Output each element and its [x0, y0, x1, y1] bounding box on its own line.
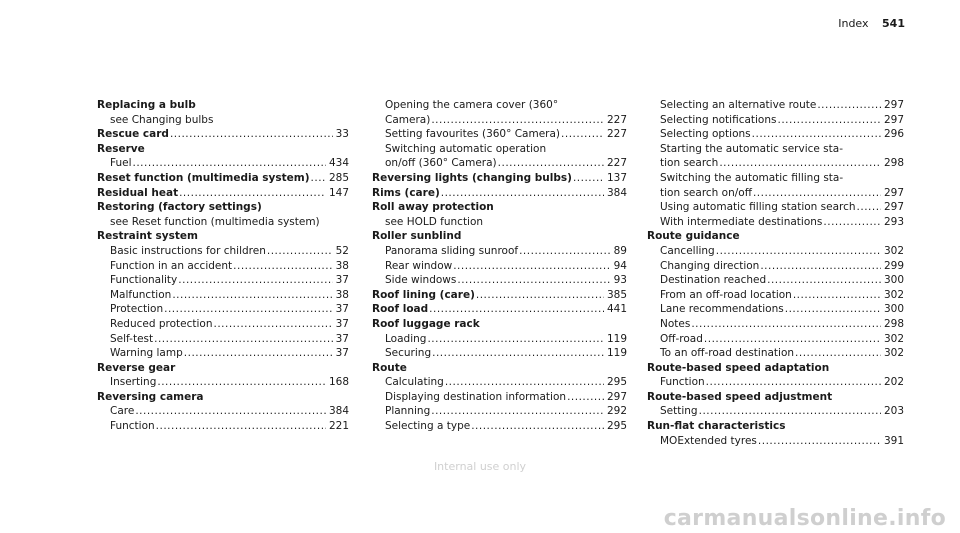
index-entry: [372, 215, 627, 230]
index-heading: [97, 200, 349, 215]
index-entry-text: Restoring (factory settings): [97, 201, 262, 214]
index-entry-text: Protection: [110, 303, 164, 316]
index-entry-text: Cancelling: [660, 244, 715, 257]
index-entry[interactable]: [97, 273, 349, 288]
site-watermark: carmanualsonline.info: [663, 506, 946, 531]
index-entry[interactable]: [647, 98, 904, 113]
dot-leader: [567, 390, 604, 405]
index-entry-text: Switching the automatic filling sta-: [660, 171, 844, 184]
dot-leader: [179, 186, 326, 201]
dot-leader: [817, 98, 881, 113]
index-entry-text: Reverse gear: [97, 361, 176, 374]
index-page-number[interactable]: 295: [606, 420, 627, 433]
index-heading: [372, 200, 627, 215]
index-page-number[interactable]: 296: [883, 128, 904, 141]
dot-leader: [432, 346, 604, 361]
index-page-number[interactable]: 293: [883, 215, 904, 228]
index-entry[interactable]: [647, 215, 904, 230]
index-entry[interactable]: [372, 419, 627, 434]
index-page-number[interactable]: 391: [883, 434, 904, 447]
index-page-number[interactable]: 300: [883, 303, 904, 316]
dot-leader: [311, 171, 326, 186]
index-entry[interactable]: [97, 346, 349, 361]
index-page-number[interactable]: 137: [606, 171, 627, 184]
index-heading[interactable]: [372, 288, 627, 303]
index-entry-text: Lane recommendations: [660, 303, 784, 316]
index-heading[interactable]: [372, 186, 627, 201]
index-page-number[interactable]: 38: [335, 259, 349, 272]
page-header-title: Index: [838, 17, 869, 30]
index-page-number[interactable]: 297: [883, 113, 904, 126]
index-entry-text: Rear window: [385, 259, 453, 272]
dot-leader: [752, 127, 881, 142]
index-page-number[interactable]: 302: [883, 244, 904, 257]
index-page-number[interactable]: 300: [883, 274, 904, 287]
index-entry-text: Residual heat: [97, 186, 179, 199]
index-heading: [97, 390, 349, 405]
index-entry[interactable]: [97, 332, 349, 347]
index-entry-text: Function: [660, 376, 705, 389]
dot-leader: [471, 419, 604, 434]
dot-leader: [706, 375, 881, 390]
index-entry[interactable]: [647, 127, 904, 142]
dot-leader: [476, 288, 604, 303]
dot-leader: [785, 302, 881, 317]
index-entry-text: Inserting: [110, 376, 157, 389]
index-heading[interactable]: [97, 186, 349, 201]
page-number: 541: [882, 17, 905, 30]
index-entry[interactable]: [372, 332, 627, 347]
index-page-number[interactable]: 33: [335, 128, 349, 141]
index-entry-text: Route-based speed adaptation: [647, 361, 830, 374]
index-entry[interactable]: [647, 375, 904, 390]
dot-leader: [758, 434, 881, 449]
index-page-number[interactable]: 441: [606, 303, 627, 316]
index-entry-text: Destination reached: [660, 274, 767, 287]
dot-leader: [431, 113, 604, 128]
index-page-number[interactable]: 203: [883, 405, 904, 418]
dot-leader: [156, 419, 326, 434]
dot-leader: [561, 127, 604, 142]
dot-leader: [164, 302, 333, 317]
index-entry[interactable]: [647, 317, 904, 332]
index-entry-text: tion search on/off: [660, 186, 752, 199]
index-page-number[interactable]: 297: [606, 390, 627, 403]
index-page-number[interactable]: 227: [606, 128, 627, 141]
dot-leader: [267, 244, 333, 259]
dot-leader: [793, 288, 881, 303]
dot-leader: [777, 113, 880, 128]
index-entry[interactable]: [372, 375, 627, 390]
index-heading: [372, 229, 627, 244]
index-page-number[interactable]: 37: [335, 332, 349, 345]
dot-leader: [498, 156, 604, 171]
dot-leader: [573, 171, 604, 186]
index-page-number[interactable]: 298: [883, 317, 904, 330]
index-page-number[interactable]: 37: [335, 274, 349, 287]
index-entry-text: To an off-road destination: [660, 347, 795, 360]
index-entry[interactable]: [647, 404, 904, 419]
index-heading: [372, 317, 627, 332]
index-heading: [97, 361, 349, 376]
dot-leader: [453, 259, 610, 274]
index-page-number[interactable]: 93: [613, 274, 627, 287]
index-heading[interactable]: [97, 171, 349, 186]
index-entry-text: With intermediate destinations: [660, 215, 823, 228]
index-entry-text: Camera): [385, 113, 431, 126]
index-page-number[interactable]: 227: [606, 157, 627, 170]
index-entry[interactable]: [647, 186, 904, 201]
index-entry-text: Selecting an alternative route: [660, 99, 817, 111]
index-entry-text: Warning lamp: [110, 347, 183, 360]
index-entry-text: Replacing a bulb: [97, 99, 196, 111]
index-entry-text: see HOLD function: [385, 215, 484, 228]
index-entry-text: Route-based speed adjustment: [647, 390, 833, 403]
index-entry-text: Selecting notifications: [660, 113, 777, 126]
index-entry-text: Care: [110, 405, 135, 418]
index-entry-text: Panorama sliding sunroof: [385, 244, 519, 257]
index-entry[interactable]: [647, 302, 904, 317]
page-header: [838, 17, 905, 30]
dot-leader: [429, 302, 604, 317]
index-entry[interactable]: [97, 259, 349, 274]
index-heading[interactable]: [97, 127, 349, 142]
index-heading: [647, 229, 904, 244]
index-entry-text: Restraint system: [97, 230, 198, 243]
index-column-2: [372, 98, 627, 434]
index-entry-text: MOExtended tyres: [660, 434, 757, 447]
dot-leader: [457, 273, 610, 288]
index-heading: [647, 390, 904, 405]
dot-leader: [760, 259, 881, 274]
index-entry[interactable]: [372, 244, 627, 259]
index-entry-text: Function: [110, 420, 155, 433]
dot-leader: [519, 244, 611, 259]
index-entry[interactable]: [372, 404, 627, 419]
index-page-number[interactable]: 302: [883, 347, 904, 360]
dot-leader: [767, 273, 881, 288]
index-page-number[interactable]: 221: [328, 420, 349, 433]
index-entry[interactable]: [97, 317, 349, 332]
index-entry[interactable]: [647, 244, 904, 259]
dot-leader: [184, 346, 333, 361]
index-entry[interactable]: [647, 346, 904, 361]
index-entry-text: Loading: [385, 332, 427, 345]
index-page-number[interactable]: 297: [883, 186, 904, 199]
index-page-number[interactable]: 119: [606, 332, 627, 345]
index-page-number[interactable]: 297: [883, 201, 904, 214]
index-page-number[interactable]: 295: [606, 376, 627, 389]
index-entry-text: Calculating: [385, 376, 444, 389]
index-heading: [372, 361, 627, 376]
index-page-number[interactable]: 94: [613, 259, 627, 272]
index-entry: [372, 98, 627, 113]
index-entry-text: Rescue card: [97, 128, 169, 141]
index-entry-text: Notes: [660, 317, 691, 330]
index-entry[interactable]: [97, 156, 349, 171]
index-column-1: [97, 98, 349, 434]
dot-leader: [213, 317, 332, 332]
index-entry-text: From an off-road location: [660, 288, 792, 301]
index-entry-text: Reversing lights (changing bulbs): [372, 171, 572, 184]
index-entry-text: Roll away protection: [372, 201, 494, 214]
index-entry: [97, 113, 349, 128]
dot-leader: [753, 186, 881, 201]
index-entry[interactable]: [97, 288, 349, 303]
index-entry-text: Switching automatic operation: [385, 142, 547, 155]
index-heading[interactable]: [372, 302, 627, 317]
index-entry-text: Roller sunblind: [372, 230, 462, 243]
index-entry[interactable]: [647, 288, 904, 303]
index-heading: [97, 229, 349, 244]
dot-leader: [233, 259, 332, 274]
index-entry-text: Reversing camera: [97, 390, 204, 403]
index-page-number[interactable]: 37: [335, 317, 349, 330]
index-entry-text: Reserve: [97, 142, 145, 155]
index-entry-text: Roof load: [372, 303, 429, 316]
dot-leader: [172, 288, 332, 303]
index-entry[interactable]: [647, 332, 904, 347]
dot-leader: [704, 332, 881, 347]
index-entry[interactable]: [372, 156, 627, 171]
index-entry[interactable]: [372, 273, 627, 288]
index-heading: [97, 98, 349, 113]
dot-leader: [135, 404, 326, 419]
index-entry: [647, 171, 904, 186]
dot-leader: [716, 244, 881, 259]
index-entry-text: Roof luggage rack: [372, 317, 480, 330]
dot-leader: [445, 375, 604, 390]
index-page-number[interactable]: 299: [883, 259, 904, 272]
index-page-number[interactable]: 37: [335, 303, 349, 316]
index-entry[interactable]: [372, 113, 627, 128]
index-entry-text: Reduced protection: [110, 317, 213, 330]
index-entry-text: Rims (care): [372, 186, 440, 199]
index-entry[interactable]: [647, 259, 904, 274]
index-entry[interactable]: [97, 419, 349, 434]
index-page-number[interactable]: 37: [335, 347, 349, 360]
index-entry: [647, 142, 904, 157]
index-entry[interactable]: [372, 127, 627, 142]
index-entry-text: see Reset function (multimedia system): [110, 215, 320, 228]
dot-leader: [699, 404, 881, 419]
index-page-number[interactable]: 384: [328, 405, 349, 418]
index-page-number[interactable]: 385: [606, 288, 627, 301]
index-entry-text: Roof lining (care): [372, 288, 475, 301]
index-entry-text: see Changing bulbs: [110, 113, 214, 126]
dot-leader: [178, 273, 332, 288]
index-entry[interactable]: [97, 375, 349, 390]
index-entry-text: Run-flat characteristics: [647, 420, 786, 433]
index-page-number[interactable]: 302: [883, 288, 904, 301]
index-entry-text: Opening the camera cover (360°: [385, 99, 559, 111]
index-entry[interactable]: [372, 259, 627, 274]
index-entry: [97, 215, 349, 230]
dot-leader: [719, 156, 881, 171]
index-heading: [647, 361, 904, 376]
index-entry[interactable]: [647, 434, 904, 449]
dot-leader: [691, 317, 881, 332]
index-entry[interactable]: [647, 200, 904, 215]
dot-leader: [823, 215, 881, 230]
index-page-number[interactable]: 202: [883, 376, 904, 389]
index-page-number[interactable]: 292: [606, 405, 627, 418]
dot-leader: [170, 127, 333, 142]
index-entry-text: tion search: [660, 157, 719, 170]
index-page-number[interactable]: 38: [335, 288, 349, 301]
index-entry: [372, 142, 627, 157]
index-page-number[interactable]: 227: [606, 113, 627, 126]
index-entry-text: Malfunction: [110, 288, 172, 301]
index-entry-text: Off-road: [660, 332, 703, 345]
index-entry[interactable]: [372, 390, 627, 405]
index-entry-text: Basic instructions for children: [110, 244, 266, 257]
dot-leader: [133, 156, 326, 171]
index-entry-text: Securing: [385, 347, 432, 360]
index-page-number[interactable]: 168: [328, 376, 349, 389]
index-entry[interactable]: [97, 302, 349, 317]
index-entry[interactable]: [647, 273, 904, 288]
index-entry-text: Route: [372, 361, 407, 374]
index-entry-text: Setting: [660, 405, 698, 418]
index-entry-text: Fuel: [110, 157, 132, 170]
index-column-3: [647, 98, 904, 448]
index-entry-text: Functionality: [110, 274, 178, 287]
index-page-number[interactable]: 384: [606, 186, 627, 199]
dot-leader: [441, 186, 604, 201]
index-entry-text: Reset function (multimedia system): [97, 171, 310, 184]
index-entry[interactable]: [647, 113, 904, 128]
index-page-number[interactable]: 147: [328, 186, 349, 199]
index-entry[interactable]: [647, 156, 904, 171]
index-entry-text: Selecting a type: [385, 420, 471, 433]
index-entry[interactable]: [97, 244, 349, 259]
index-entry-text: Side windows: [385, 274, 457, 287]
index-entry-text: Function in an accident: [110, 259, 233, 272]
index-page-number[interactable]: 119: [606, 347, 627, 360]
dot-leader: [795, 346, 881, 361]
index-entry[interactable]: [97, 404, 349, 419]
index-heading: [647, 419, 904, 434]
index-page-number[interactable]: 89: [613, 244, 627, 257]
index-entry[interactable]: [372, 346, 627, 361]
index-page-number[interactable]: 52: [335, 244, 349, 257]
index-page-number[interactable]: 302: [883, 332, 904, 345]
index-entry-text: Changing direction: [660, 259, 760, 272]
index-entry-text: Using automatic filling station search: [660, 201, 856, 214]
dot-leader: [154, 332, 333, 347]
index-page-number[interactable]: 298: [883, 157, 904, 170]
index-entry-text: Self-test: [110, 332, 154, 345]
index-entry-text: Planning: [385, 405, 431, 418]
dot-leader: [431, 404, 604, 419]
index-page-number[interactable]: 285: [328, 171, 349, 184]
index-entry-text: Displaying destination information: [385, 390, 567, 403]
index-entry-text: Setting favourites (360° Camera): [385, 128, 561, 141]
index-page-number[interactable]: 297: [883, 99, 904, 111]
dot-leader: [427, 332, 604, 347]
index-heading[interactable]: [372, 171, 627, 186]
index-entry-text: on/off (360° Camera): [385, 157, 497, 170]
index-page-number[interactable]: 434: [328, 157, 349, 170]
index-entry-text: Starting the automatic service sta-: [660, 142, 843, 155]
dot-leader: [157, 375, 326, 390]
index-entry-text: Selecting options: [660, 128, 751, 141]
index-heading: [97, 142, 349, 157]
dot-leader: [857, 200, 881, 215]
internal-use-footer: Internal use only: [433, 460, 527, 473]
index-entry-text: Route guidance: [647, 230, 740, 243]
